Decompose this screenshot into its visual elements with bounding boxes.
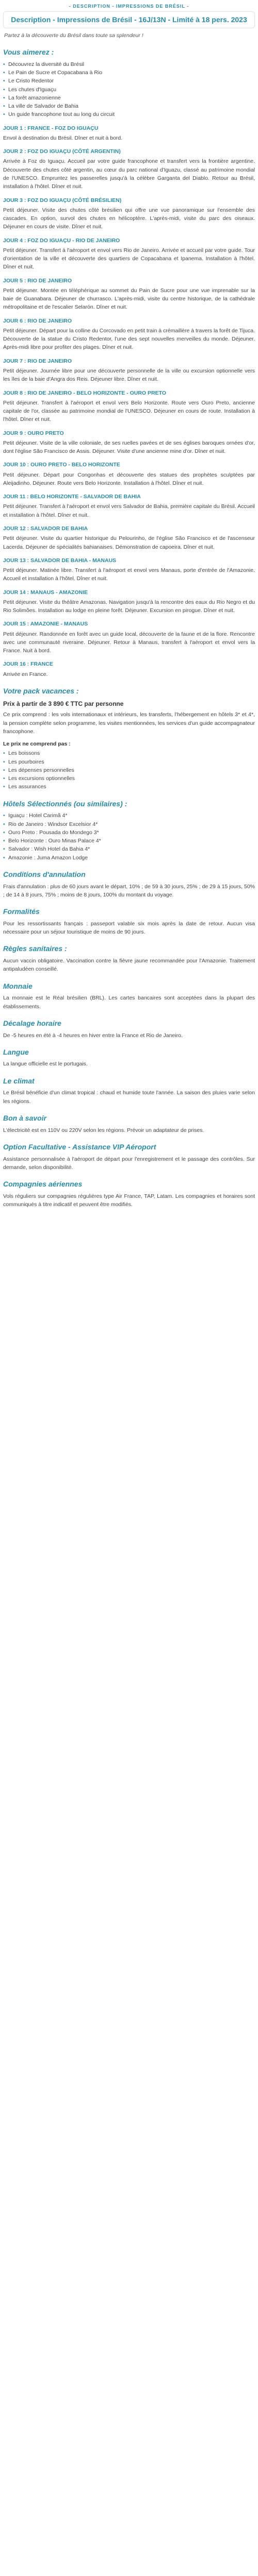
day-block xyxy=(3,236,255,272)
list-item: • Iguaçu : Hotel Carimã 4* xyxy=(3,811,255,820)
day-title: JOUR 6 : RIO DE JANEIRO xyxy=(3,317,72,324)
day-block xyxy=(3,196,255,231)
day-text: Petit déjeuner. Visite du théâtre Amazonas. Navigation jusqu'à la rencontre des eaux du Rio Negro et du Rio Solimões. Installation au lodge en pleine forêt. Déjeuner. Excursion en pirogue. Dîner et nuit. xyxy=(3,599,255,614)
day-title: JOUR 2 : FOZ DO IGUAÇU (CÔTÉ ARGENTIN) xyxy=(3,148,121,155)
day-title: JOUR 3 : FOZ DO IGUAÇU (CÔTÉ BRÉSILIEN) xyxy=(3,197,122,204)
list-item: • Le Pain de Sucre et Copacabana à Rio xyxy=(3,69,255,77)
day-block xyxy=(3,660,255,679)
language-heading: Langue xyxy=(3,1047,29,1056)
airlines-heading: Compagnies aériennes xyxy=(3,1180,83,1189)
day-block xyxy=(3,493,255,519)
cancellation-text: Frais d'annulation : plus de 60 jours avant le départ, 10% ; de 59 à 30 jours, 25% ; de 29 à 15 jours, 50% ; de 14 à 8 jours, 75% ; moins de 8 jours, 100% du montant du voyage. xyxy=(3,883,255,898)
day-text: Petit déjeuner. Journée libre pour une découverte personnelle de la ville ou excursion optionnelle vers les îles de la baie d'Angra dos Reis. Déjeuner libre. Dîner et nuit. xyxy=(3,368,255,383)
day-title: JOUR 10 : OURO PRETO - BELO HORIZONTE xyxy=(3,462,120,468)
list-item: • Un guide francophone tout au long du circuit xyxy=(3,110,255,118)
day-text: Petit déjeuner. Départ pour Congonhas et découverte des statues des prophètes sculptées par Aleijadinho. Déjeuner. Route vers Belo Horizonte. Installation à l'hôtel. Dîner et nuit. xyxy=(3,471,255,486)
day-title: JOUR 13 : SALVADOR DE BAHIA - MANAUS xyxy=(3,557,117,564)
time-section xyxy=(3,1018,255,1040)
day-block xyxy=(3,588,255,615)
day-title: JOUR 8 : RIO DE JANEIRO - BELO HORIZONTE - OURO PRETO xyxy=(3,389,166,396)
day-text: Envol à destination du Brésil. Dîner et nuit à bord. xyxy=(3,134,123,141)
list-item: • Salvador : Wish Hotel da Bahia 4* xyxy=(3,845,255,853)
day-block xyxy=(3,429,255,456)
good-to-know-section xyxy=(3,1113,255,1134)
day-title: JOUR 11 : BELO HORIZONTE - SALVADOR DE BAHIA xyxy=(3,494,141,500)
good-to-know-text: L'électricité est en 110V ou 220V selon les régions. Prévoir un adaptateur de prises. xyxy=(3,1127,204,1133)
list-item: • Belo Horizonte : Ouro Minas Palace 4* xyxy=(3,837,255,845)
day-text: Arrivée en France. xyxy=(3,671,48,677)
highlights-list xyxy=(3,60,255,119)
day-title: JOUR 4 : FOZ DO IGUAÇU - RIO DE JANEIRO xyxy=(3,237,120,244)
day-block xyxy=(3,524,255,551)
airlines-section xyxy=(3,1179,255,1209)
day-block xyxy=(3,461,255,487)
health-heading: Règles sanitaires : xyxy=(3,944,67,953)
option-heading: Option Facultative - Assistance VIP Aéroport xyxy=(3,1142,156,1151)
day-block xyxy=(3,147,255,191)
intro-text: Partez à la découverte du Brésil dans toute sa splendeur ! xyxy=(4,32,143,39)
day-block xyxy=(3,357,255,384)
highlights-section xyxy=(3,47,255,119)
day-block xyxy=(3,124,255,143)
list-item: • Les pourboires xyxy=(3,758,255,766)
health-section xyxy=(3,943,255,973)
day-text: Petit déjeuner. Matinée libre. Transfert à l'aéroport et envol vers Manaus, porte d'entrée de l'Amazonie. Accueil et installation à l'hôtel. Dîner et nuit. xyxy=(3,567,255,582)
list-item: • Rio de Janeiro : Windsor Excelsior 4* xyxy=(3,820,255,828)
day-title: JOUR 7 : RIO DE JANEIRO xyxy=(3,358,72,364)
day-title: JOUR 5 : RIO DE JANEIRO xyxy=(3,277,72,284)
money-heading: Monnaie xyxy=(3,981,33,990)
health-text: Aucun vaccin obligatoire. Vaccination contre la fièvre jaune recommandée pour l'Amazonie. Traitement antipaludéen conseillé. xyxy=(3,958,255,973)
day-title: JOUR 16 : FRANCE xyxy=(3,661,53,668)
day-title: JOUR 12 : SALVADOR DE BAHIA xyxy=(3,526,88,532)
day-block xyxy=(3,556,255,583)
day-block xyxy=(3,317,255,352)
option-text: Assistance personnalisée à l'aéroport de départ pour l'enregistrement et le passage des contrôles. Sur demande, selon disponibilité. xyxy=(3,1156,255,1171)
header-box xyxy=(3,11,255,28)
list-item: • Les chutes d'Iguaçu xyxy=(3,86,255,94)
list-item: • Ouro Preto : Pousada do Mondego 3* xyxy=(3,828,255,837)
price-heading: Votre pack vacances : xyxy=(3,686,79,695)
itinerary xyxy=(3,124,255,679)
list-item: • Amazonie : Juma Amazon Lodge xyxy=(3,854,255,862)
cancellation-section xyxy=(3,869,255,899)
day-text: Arrivée à Foz do Iguaçu. Accueil par votre guide francophone et transfert vers la frontière argentine. Découverte des chutes côté argentin, au cœur du parc national d'Iguazu, classé au patrimoine mondial de l'UNESCO. Empruntez les passerelles jusqu'à la célèbre Garganta del Diablo. Retour au Brésil, installation à l'hôtel. Dîner et nuit. xyxy=(3,158,255,190)
language-section xyxy=(3,1047,255,1069)
day-title: JOUR 15 : AMAZONIE - MANAUS xyxy=(3,621,88,628)
day-title: JOUR 1 : FRANCE - FOZ DO IGUAÇU xyxy=(3,125,99,131)
day-text: Petit déjeuner. Transfert à l'aéroport et envol vers Rio de Janeiro. Arrivée et accueil par votre guide. Tour d'orientation de la ville et découverte des quartiers de Copacabana et Ipanema. Installation à l'hôtel. Dîner et nuit. xyxy=(3,247,255,270)
day-title: JOUR 9 : OURO PRETO xyxy=(3,430,64,436)
list-item: • La forêt amazonienne xyxy=(3,94,255,102)
day-title: JOUR 14 : MANAUS - AMAZONIE xyxy=(3,589,88,596)
day-text: Petit déjeuner. Randonnée en forêt avec un guide local, découverte de la faune et de la flore. Rencontre avec une communauté riveraine. Déjeuner. Retour à Manaus, transfert à l'aéroport et envol vers la France. Nuit à bord. xyxy=(3,631,255,654)
list-item: • Les excursions optionnelles xyxy=(3,774,255,783)
formalities-heading: Formalités xyxy=(3,907,40,916)
list-item: • La ville de Salvador de Bahia xyxy=(3,102,255,110)
time-heading: Décalage horaire xyxy=(3,1019,61,1027)
time-text: De -5 heures en été à -4 heures en hiver entre la France et Rio de Janeiro. xyxy=(3,1032,183,1039)
price-exclusions-list xyxy=(3,749,255,791)
price-title: Prix à partir de 3 890 € TTC par personne xyxy=(3,700,124,707)
day-text: Petit déjeuner. Visite de la ville coloniale, de ses ruelles pavées et de ses églises baroques ornées d'or, dont l'église São Francisco de Assis. Déjeuner. Visite d'une ancienne mine d'or. Dîner et nuit. xyxy=(3,439,255,455)
option-section xyxy=(3,1142,255,1172)
page xyxy=(0,0,258,1224)
day-text: Petit déjeuner. Visite du quartier historique du Pelourinho, de l'église São Francisco et de l'ascenseur Lacerda. Déjeuner de spécialités bahianaises. Démonstration de capoeira. Dîner et nuit. xyxy=(3,535,255,550)
price-text: Ce prix comprend : les vols internationaux et intérieurs, les transferts, l'hébergement en hôtels 3* et 4*, la pension complète selon programme, les visites mentionnées, les services d'un guide accompagnateur francophone. xyxy=(3,711,255,735)
hotels-list xyxy=(3,811,255,862)
formalities-section xyxy=(3,906,255,936)
price-section xyxy=(3,686,255,791)
formalities-text: Pour les ressortissants français : passeport valable six mois après la date de retour. Aucun visa nécessaire pour un séjour touristique de moins de 90 jours. xyxy=(3,920,255,936)
hotels-heading: Hôtels Sélectionnés (ou similaires) : xyxy=(3,799,127,808)
price-exclusions-title: Le prix ne comprend pas : xyxy=(3,741,71,748)
day-block xyxy=(3,277,255,312)
list-item: • Le Cristo Redentor xyxy=(3,77,255,85)
list-item: • Les assurances xyxy=(3,783,255,791)
climate-section xyxy=(3,1076,255,1106)
cancellation-heading: Conditions d'annulation xyxy=(3,870,86,878)
list-item: • Découvrez la diversité du Brésil xyxy=(3,60,255,69)
good-to-know-heading: Bon à savoir xyxy=(3,1113,47,1122)
money-section xyxy=(3,981,255,1011)
language-text: La langue officielle est le portugais. xyxy=(3,1061,88,1067)
list-item: • Les dépenses personnelles xyxy=(3,766,255,774)
list-item: • Les boissons xyxy=(3,749,255,757)
day-text: Petit déjeuner. Transfert à l'aéroport et envol vers Belo Horizonte. Route vers Ouro Preto, ancienne capitale de l'or, classée au patrimoine mondial de l'UNESCO. Déjeuner en cours de route. Installation à l'hôtel. Dîner et nuit. xyxy=(3,399,255,423)
hotels-section xyxy=(3,799,255,862)
day-text: Petit déjeuner. Visite des chutes côté brésilien qui offre une vue panoramique sur l'ensemble des cascades. En option, survol des chutes en hélicoptère. L'après-midi, visite du parc des oiseaux. Déjeuner en cours de visite. Dîner et nuit. xyxy=(3,207,255,230)
highlights-heading: Vous aimerez : xyxy=(3,48,54,57)
climate-text: Le Brésil bénéficie d'un climat tropical : chaud et humide toute l'année. La saison des pluies varie selon les régions. xyxy=(3,1090,255,1105)
day-block xyxy=(3,620,255,655)
brand-label: - DESCRIPTION - IMPRESSIONS DE BRÉSIL - xyxy=(69,4,189,9)
day-block xyxy=(3,389,255,424)
day-text: Petit déjeuner. Transfert à l'aéroport et envol vers Salvador de Bahia, première capitale du Brésil. Accueil et installation à l'hôtel. Dîner et nuit. xyxy=(3,503,255,518)
page-title: Description - Impressions de Brésil - 16J/13N - Limité à 18 pers. 2023 xyxy=(11,15,247,24)
day-text: Petit déjeuner. Montée en téléphérique au sommet du Pain de Sucre pour une vue imprenable sur la baie de Guanabara. Déjeuner de churrasco. L'après-midi, visite du centre historique, de la cathédrale métropolitaine et de l'escalier Selarón. Dîner et nuit. xyxy=(3,287,255,311)
airlines-text: Vols réguliers sur compagnies régulières type Air France, TAP, Latam. Les compagnies et horaires sont communiqués à titre indicatif et peuvent être modifiés. xyxy=(3,1193,255,1208)
money-text: La monnaie est le Réal brésilien (BRL). Les cartes bancaires sont acceptées dans la plupart des établissements. xyxy=(3,995,255,1010)
day-text: Petit déjeuner. Départ pour la colline du Corcovado en petit train à crémaillère à travers la forêt de Tijuca. Découverte de la statue du Cristo Redentor, l'une des sept nouvelles merveilles du monde. Déjeuner. Après-midi libre pour profiter des plages. Dîner et nuit. xyxy=(3,327,255,351)
climate-heading: Le climat xyxy=(3,1076,35,1085)
